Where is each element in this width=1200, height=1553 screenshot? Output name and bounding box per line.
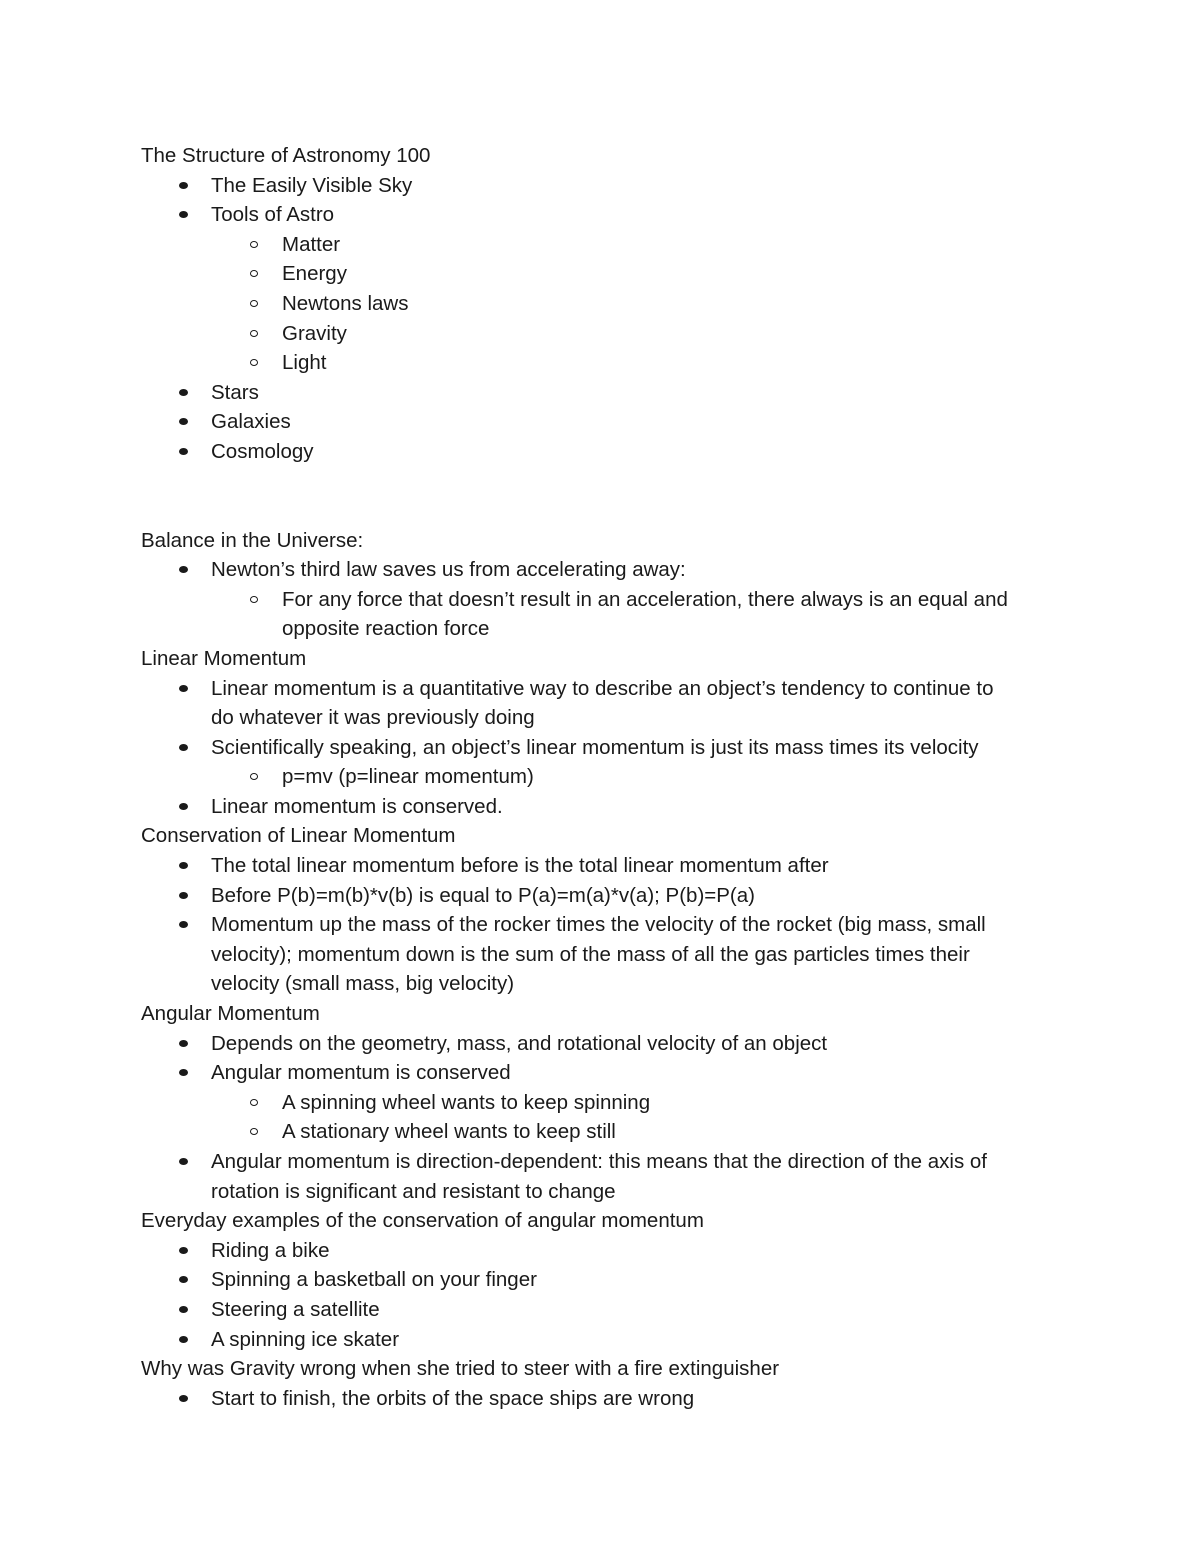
note-section bbox=[141, 141, 1061, 467]
filled-bullet-icon bbox=[177, 1295, 191, 1325]
hollow-bullet-icon bbox=[248, 289, 262, 319]
list-item-line bbox=[141, 1295, 1061, 1325]
list-item-text: Start to finish, the orbits of the space ships are wrong bbox=[211, 1386, 695, 1410]
list-item bbox=[141, 1029, 1061, 1059]
section-heading: Everyday examples of the conservation of angular momentum bbox=[141, 1209, 704, 1233]
sub-list-item bbox=[141, 1088, 1061, 1118]
filled-bullet-icon bbox=[177, 407, 191, 437]
list-item-text: rotation is significant and resistant to change bbox=[211, 1179, 616, 1203]
list-item-text: p=mv (p=linear momentum) bbox=[282, 765, 534, 789]
filled-bullet-icon bbox=[177, 1265, 191, 1295]
list-item-line bbox=[141, 969, 1061, 999]
hollow-bullet-icon bbox=[248, 585, 262, 615]
sub-list-item bbox=[141, 289, 1061, 319]
list-item bbox=[141, 1236, 1061, 1266]
list-item-line bbox=[141, 1177, 1061, 1207]
list-item bbox=[141, 1265, 1061, 1295]
section-heading: The Structure of Astronomy 100 bbox=[141, 144, 431, 167]
list-item-line bbox=[141, 200, 1061, 230]
list-item-line bbox=[141, 792, 1061, 822]
list-item-text: Spinning a basketball on your finger bbox=[211, 1268, 537, 1292]
list-item-line bbox=[141, 1088, 1061, 1118]
list-item-text: A stationary wheel wants to keep still bbox=[282, 1120, 616, 1144]
note-section bbox=[141, 1206, 1061, 1354]
hollow-bullet-icon bbox=[248, 259, 262, 289]
list-item-text: Riding a bike bbox=[211, 1238, 330, 1262]
section-heading: Conservation of Linear Momentum bbox=[141, 824, 456, 848]
list-item-text: Linear momentum is conserved. bbox=[211, 794, 503, 818]
note-section bbox=[141, 644, 1061, 822]
list-item-line bbox=[141, 1384, 1061, 1414]
list-item-line bbox=[141, 881, 1061, 911]
sub-list-item bbox=[141, 348, 1061, 378]
list-item-text: Linear momentum is a quantitative way to describe an object’s tendency to continue to bbox=[211, 676, 994, 700]
note-section bbox=[141, 1354, 1061, 1413]
section-heading: Why was Gravity wrong when she tried to steer with a fire extinguisher bbox=[141, 1357, 780, 1381]
sub-list-item bbox=[141, 585, 1061, 644]
list-item bbox=[141, 555, 1061, 585]
list-item-text: For any force that doesn’t result in an acceleration, there always is an equal and bbox=[282, 587, 1008, 611]
list-item-line bbox=[141, 940, 1061, 970]
list-item bbox=[141, 1384, 1061, 1414]
hollow-bullet-icon bbox=[248, 1088, 262, 1118]
list-item-line bbox=[141, 1236, 1061, 1266]
filled-bullet-icon bbox=[177, 171, 191, 201]
note-section bbox=[141, 999, 1061, 1206]
sub-list-item bbox=[141, 319, 1061, 349]
filled-bullet-icon bbox=[177, 881, 191, 911]
sub-list-item bbox=[141, 762, 1061, 792]
list-item-line bbox=[141, 1117, 1061, 1147]
list-item-text: Light bbox=[282, 351, 327, 375]
list-item-text: A spinning ice skater bbox=[211, 1327, 400, 1351]
list-item-text: velocity); momentum down is the sum of the mass of all the gas particles times their bbox=[211, 942, 970, 966]
list-item-line bbox=[141, 171, 1061, 201]
list-item-line bbox=[141, 1029, 1061, 1059]
list-item bbox=[141, 200, 1061, 230]
list-item-text: velocity (small mass, big velocity) bbox=[211, 972, 515, 996]
list-item bbox=[141, 1058, 1061, 1088]
list-item-line bbox=[141, 289, 1061, 319]
filled-bullet-icon bbox=[177, 1147, 191, 1177]
sub-list-item bbox=[141, 230, 1061, 260]
list-item bbox=[141, 851, 1061, 881]
list-item bbox=[141, 437, 1061, 467]
list-item-text: Momentum up the mass of the rocker times the velocity of the rocket (big mass, small bbox=[211, 913, 986, 937]
hollow-bullet-icon bbox=[248, 348, 262, 378]
filled-bullet-icon bbox=[177, 851, 191, 881]
list-item-line bbox=[141, 674, 1061, 704]
list-item bbox=[141, 733, 1061, 763]
list-item bbox=[141, 378, 1061, 408]
list-item-line bbox=[141, 851, 1061, 881]
list-item-line bbox=[141, 614, 1061, 644]
filled-bullet-icon bbox=[177, 1029, 191, 1059]
filled-bullet-icon bbox=[177, 437, 191, 467]
list-item-line bbox=[141, 348, 1061, 378]
list-item-text: Newton’s third law saves us from accelerating away: bbox=[211, 558, 686, 582]
hollow-bullet-icon bbox=[248, 762, 262, 792]
section-spacer bbox=[141, 467, 1061, 526]
list-item-line bbox=[141, 1147, 1061, 1177]
filled-bullet-icon bbox=[177, 1058, 191, 1088]
list-item-text: Steering a satellite bbox=[211, 1297, 380, 1321]
list-item-line bbox=[141, 378, 1061, 408]
list-item-text: Depends on the geometry, mass, and rotational velocity of an object bbox=[211, 1031, 828, 1055]
list-item-line bbox=[141, 407, 1061, 437]
sub-list-item bbox=[141, 1117, 1061, 1147]
section-heading: Angular Momentum bbox=[141, 1002, 320, 1026]
hollow-bullet-icon bbox=[248, 230, 262, 260]
list-item-text: Newtons laws bbox=[282, 291, 409, 315]
list-item-text: The Easily Visible Sky bbox=[211, 173, 413, 197]
filled-bullet-icon bbox=[177, 378, 191, 408]
list-item bbox=[141, 171, 1061, 201]
list-item-line bbox=[141, 762, 1061, 792]
list-item bbox=[141, 792, 1061, 822]
list-item-text: Angular momentum is direction-dependent: this means that the direction of the axis of bbox=[211, 1150, 988, 1173]
list-item-line bbox=[141, 555, 1061, 585]
filled-bullet-icon bbox=[177, 200, 191, 230]
list-item-text: Tools of Astro bbox=[211, 203, 335, 227]
list-item bbox=[141, 881, 1061, 911]
list-item bbox=[141, 1147, 1061, 1206]
list-item-text: Angular momentum is conserved bbox=[211, 1061, 511, 1085]
list-item-text: Gravity bbox=[282, 321, 347, 345]
list-item-text: opposite reaction force bbox=[282, 617, 490, 641]
filled-bullet-icon bbox=[177, 910, 191, 940]
list-item-line bbox=[141, 319, 1061, 349]
list-item-line bbox=[141, 585, 1061, 615]
list-item-text: Matter bbox=[282, 232, 341, 256]
sub-list-item bbox=[141, 259, 1061, 289]
list-item-line bbox=[141, 910, 1061, 940]
list-item bbox=[141, 407, 1061, 437]
note-section bbox=[141, 821, 1061, 999]
list-item-text: Energy bbox=[282, 262, 347, 286]
list-item-text: Cosmology bbox=[211, 439, 314, 463]
section-heading: Balance in the Universe: bbox=[141, 528, 364, 552]
list-item-text: do whatever it was previously doing bbox=[211, 706, 535, 730]
list-item-text: Before P(b)=m(b)*v(b) is equal to P(a)=m(a)*v(a); P(b)=P(a) bbox=[211, 883, 755, 907]
list-item-text: Scientifically speaking, an object’s linear momentum is just its mass times its velocity bbox=[211, 735, 979, 759]
list-item-line bbox=[141, 437, 1061, 467]
note-section bbox=[141, 467, 1061, 644]
filled-bullet-icon bbox=[177, 1384, 191, 1414]
list-item-line bbox=[141, 259, 1061, 289]
hollow-bullet-icon bbox=[248, 1117, 262, 1147]
hollow-bullet-icon bbox=[248, 319, 262, 349]
filled-bullet-icon bbox=[177, 733, 191, 763]
list-item bbox=[141, 674, 1061, 733]
list-item-text: Galaxies bbox=[211, 410, 291, 434]
filled-bullet-icon bbox=[177, 674, 191, 704]
list-item bbox=[141, 910, 1061, 999]
list-item-line bbox=[141, 1265, 1061, 1295]
list-item-line bbox=[141, 230, 1061, 260]
list-item-line bbox=[141, 1325, 1061, 1355]
section-heading: Linear Momentum bbox=[141, 646, 307, 670]
filled-bullet-icon bbox=[177, 555, 191, 585]
list-item bbox=[141, 1295, 1061, 1325]
filled-bullet-icon bbox=[177, 792, 191, 822]
list-item-line bbox=[141, 1058, 1061, 1088]
document-body bbox=[141, 141, 1061, 1413]
list-item-line bbox=[141, 733, 1061, 763]
list-item-text: The total linear momentum before is the total linear momentum after bbox=[211, 854, 829, 878]
list-item bbox=[141, 1325, 1061, 1355]
list-item-text: A spinning wheel wants to keep spinning bbox=[282, 1090, 651, 1114]
filled-bullet-icon bbox=[177, 1236, 191, 1266]
list-item-line bbox=[141, 703, 1061, 733]
filled-bullet-icon bbox=[177, 1325, 191, 1355]
list-item-text: Stars bbox=[211, 380, 259, 404]
